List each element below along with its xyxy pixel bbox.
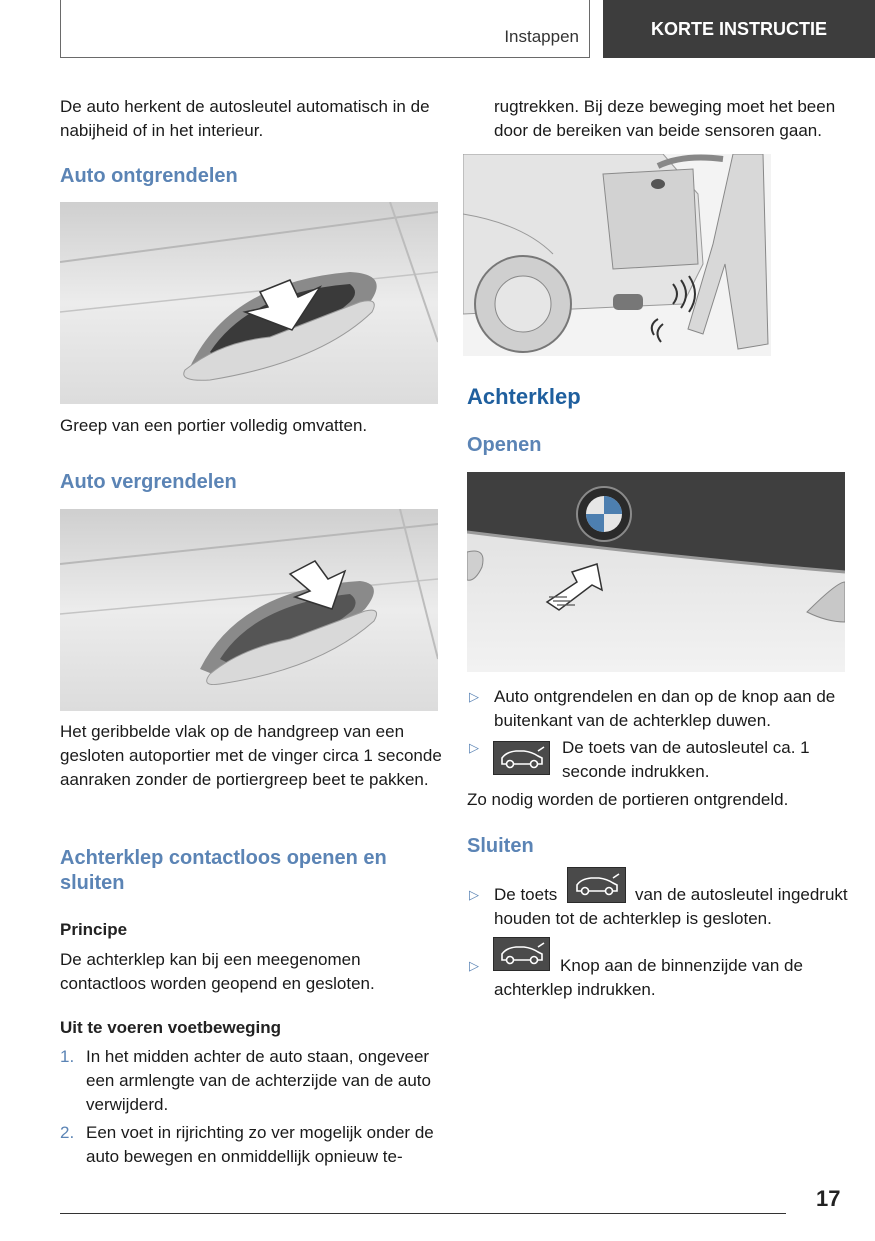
lock-text: Het geribbelde vlak op de handgreep van een gesloten autoportier met de vinger circa 1 seconde aanraken zonder de portiergreep beet te pakken. bbox=[60, 722, 442, 789]
open-item-text: De toets van de autosleutel ca. 1 seconde indrukken. bbox=[562, 738, 810, 781]
close-item-text-start: De toets bbox=[494, 885, 558, 904]
step-text: Een voet in rijrichting zo ver mogelijk onder de auto bewegen en onmiddellijk opnieuw te- bbox=[86, 1123, 434, 1166]
close-heading: Sluiten bbox=[467, 835, 534, 857]
step-text: In het midden achter de auto staan, ongeveer een armlengte van de achterzijde van de auto verwijderd. bbox=[86, 1047, 431, 1114]
intro-text: De auto herkent de autosleutel automatisch in de nabijheid of in het interieur. bbox=[60, 97, 430, 140]
open-item-text: Auto ontgrendelen en dan op de knop aan de buitenkant van de achterklep duwen. bbox=[494, 687, 836, 730]
triangle-bullet-icon: ▷ bbox=[469, 740, 479, 755]
continuation-text: rugtrekken. Bij deze beweging moet het been door de bereiken van beide sensoren gaan. bbox=[494, 97, 836, 140]
door-handle-unlock-illustration bbox=[60, 202, 438, 404]
triangle-bullet-icon: ▷ bbox=[469, 689, 479, 704]
close-item-text: Knop aan de binnenzijde van de achterklep indrukken. bbox=[494, 956, 803, 999]
tailgate-heading: Achterklep bbox=[467, 384, 581, 409]
contactless-heading: Achterklep contactloos openen en sluiten bbox=[60, 847, 387, 894]
principle-text: De achterklep kan bij een meegenomen contactloos worden geopend en gesloten. bbox=[60, 950, 375, 993]
foot-gesture-illustration bbox=[463, 154, 771, 356]
unlock-text: Greep van een portier volledig omvatten. bbox=[60, 416, 368, 435]
tailgate-button-illustration bbox=[467, 472, 845, 672]
foot-movement-heading: Uit te voeren voetbeweging bbox=[60, 1018, 282, 1037]
open-note: Zo nodig worden de portieren ontgrendeld. bbox=[467, 790, 789, 809]
header-section-title: Instappen bbox=[504, 27, 579, 46]
principle-heading: Principe bbox=[60, 920, 128, 939]
step-number: 2. bbox=[60, 1123, 75, 1142]
close-item-text-end: van de autosleutel ingedrukt houden tot de achterklep is gesloten. bbox=[494, 885, 848, 928]
unlock-heading: Auto ontgrendelen bbox=[60, 165, 238, 187]
open-heading: Openen bbox=[467, 434, 542, 456]
step-number: 1. bbox=[60, 1047, 75, 1066]
triangle-bullet-icon: ▷ bbox=[469, 887, 479, 902]
triangle-bullet-icon: ▷ bbox=[469, 958, 479, 973]
footer-divider bbox=[60, 1213, 786, 1214]
page-number: 17 bbox=[816, 1186, 841, 1211]
lock-heading: Auto vergrendelen bbox=[60, 471, 237, 493]
car-tailgate-key-icon bbox=[493, 741, 550, 775]
chapter-tab: KORTE INSTRUCTIE bbox=[603, 0, 875, 58]
header-box bbox=[60, 0, 590, 58]
door-handle-lock-illustration bbox=[60, 509, 438, 711]
